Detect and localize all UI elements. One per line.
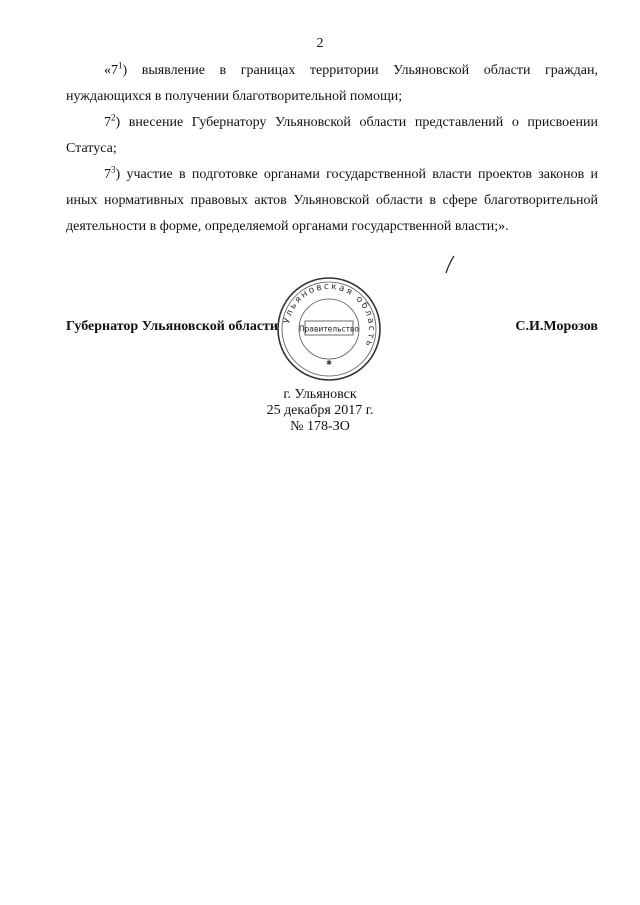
item-text: выявление в границах территории Ульяновской области граждан, нуждающихся в получении благотворительной помощи;: [66, 63, 598, 104]
item-suffix: ): [122, 63, 128, 78]
item-prefix: 7: [104, 115, 111, 130]
seal-star-icon: ✱: [326, 359, 332, 367]
item-superscript: 1: [118, 60, 123, 71]
seal-outer-text: Ульяновская область: [282, 281, 377, 350]
item-prefix: 7: [104, 167, 111, 182]
law-item-7-3: [66, 162, 598, 240]
date: 25 декабря 2017 г.: [266, 403, 374, 418]
seal-center-text: Правительство: [299, 324, 359, 334]
official-seal-icon: [275, 275, 383, 383]
place-and-date: [0, 387, 640, 435]
svg-text:Ульяновская область: [282, 282, 376, 349]
item-superscript: 2: [111, 112, 116, 123]
law-item-7-1: [66, 58, 598, 110]
item-text: внесение Губернатору Ульяновской области представлений о присвоении Статуса;: [66, 115, 598, 156]
signature-mark: [440, 254, 460, 274]
item-prefix: «7: [104, 63, 118, 78]
item-superscript: 3: [111, 164, 116, 175]
item-suffix: ): [115, 115, 121, 130]
law-number: № 178-ЗО: [290, 419, 350, 434]
city: г. Ульяновск: [283, 387, 357, 402]
signatory-name: С.И.Морозов: [515, 319, 598, 334]
page-number: 2: [316, 36, 324, 51]
law-item-7-2: [66, 110, 598, 162]
item-suffix: ): [115, 167, 121, 182]
signatory-position: Губернатор Ульяновской области: [66, 319, 278, 334]
law-text: [66, 58, 598, 240]
item-text: участие в подготовке органами государственной власти проектов законов и иных нормативных правовых актов Ульяновской области в сфере благотворительной деятельности в форме, определяемой органами государственной власти;».: [66, 167, 598, 234]
